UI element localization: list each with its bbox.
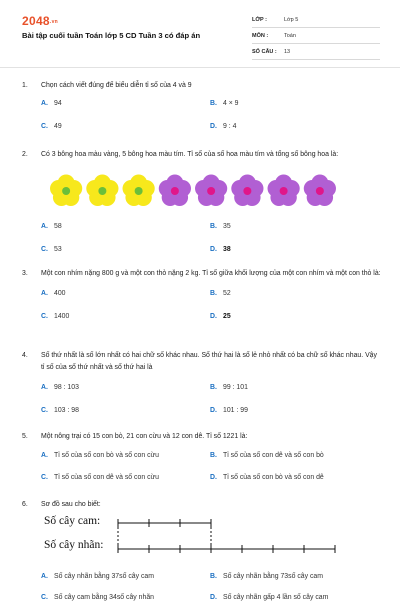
option-letter: C. bbox=[41, 474, 48, 481]
option-b[interactable] bbox=[210, 450, 324, 461]
question-number: 1. bbox=[22, 82, 28, 89]
option-text: 53 bbox=[54, 246, 62, 253]
option-b[interactable] bbox=[210, 571, 323, 582]
header bbox=[0, 0, 400, 66]
flower-purple bbox=[195, 175, 227, 206]
document-title: Bài tập cuối tuần Toán lớp 5 CD Tuần 3 có đáp án bbox=[22, 31, 201, 40]
option-b[interactable] bbox=[210, 98, 239, 109]
question-1 bbox=[22, 80, 382, 132]
option-letter: B. bbox=[210, 452, 217, 459]
option-d[interactable] bbox=[210, 244, 231, 255]
question-2-options bbox=[22, 221, 382, 255]
option-letter: D. bbox=[210, 246, 217, 253]
option-letter: C. bbox=[41, 123, 48, 130]
option-letter: A. bbox=[41, 290, 48, 297]
flower-yellow bbox=[86, 175, 118, 206]
option-c[interactable] bbox=[41, 472, 159, 483]
header-divider bbox=[0, 67, 400, 68]
segment-diagram bbox=[44, 513, 344, 569]
option-text: Số cây cam bằng 34số cây nhãn bbox=[54, 594, 154, 601]
options bbox=[22, 98, 382, 132]
question-line bbox=[22, 149, 382, 161]
option-letter: D. bbox=[210, 123, 217, 130]
option-text: 4 × 9 bbox=[223, 100, 239, 107]
option-text: 98 : 103 bbox=[54, 384, 79, 391]
option-text: 1400 bbox=[54, 313, 70, 320]
option-text: 94 bbox=[54, 100, 62, 107]
options bbox=[22, 221, 382, 255]
option-a[interactable] bbox=[41, 382, 79, 393]
option-c[interactable] bbox=[41, 405, 79, 416]
question-line bbox=[22, 350, 382, 374]
option-d[interactable] bbox=[210, 592, 328, 603]
option-b[interactable] bbox=[210, 382, 248, 393]
option-letter: A. bbox=[41, 223, 48, 230]
diagram-lines bbox=[44, 513, 344, 569]
option-text: Số cây nhãn bằng 73số cây cam bbox=[223, 573, 323, 580]
option-d[interactable] bbox=[210, 311, 231, 322]
question-line bbox=[22, 80, 382, 92]
option-d[interactable] bbox=[210, 405, 248, 416]
diagram-label-longan: Số cây nhãn: bbox=[44, 539, 104, 551]
question-2 bbox=[22, 149, 382, 161]
question-number: 2. bbox=[22, 151, 28, 158]
question-line bbox=[22, 268, 382, 280]
option-d[interactable] bbox=[210, 472, 324, 483]
option-letter: A. bbox=[41, 384, 48, 391]
option-text: 38 bbox=[223, 246, 231, 253]
meta-value: Lớp 5 bbox=[284, 16, 299, 23]
meta-row-subject bbox=[252, 28, 380, 44]
question-5 bbox=[22, 431, 382, 484]
meta-info bbox=[252, 12, 380, 60]
option-a[interactable] bbox=[41, 221, 62, 232]
option-a[interactable] bbox=[41, 450, 159, 461]
option-letter: D. bbox=[210, 407, 217, 414]
logo-text: 2048 bbox=[22, 14, 50, 28]
options bbox=[22, 382, 382, 416]
option-c[interactable] bbox=[41, 311, 69, 322]
meta-label: LỚP : bbox=[252, 16, 267, 23]
question-6 bbox=[22, 499, 382, 511]
option-letter: C. bbox=[41, 313, 48, 320]
option-letter: B. bbox=[210, 223, 217, 230]
option-text: 35 bbox=[223, 223, 231, 230]
option-text: Số cây nhãn bằng 37số cây cam bbox=[54, 573, 154, 580]
flower-purple bbox=[268, 175, 300, 206]
option-text: Tỉ số của số con bò và số con dê bbox=[223, 474, 324, 481]
site-logo[interactable] bbox=[22, 14, 58, 28]
question-4 bbox=[22, 350, 382, 416]
question-text: Có 3 bông hoa màu vàng, 5 bông hoa màu tím. Tỉ số của số hoa màu tím và tổng số bông hoa là: bbox=[41, 151, 339, 158]
option-letter: D. bbox=[210, 474, 217, 481]
question-number: 5. bbox=[22, 433, 28, 440]
option-letter: B. bbox=[210, 384, 217, 391]
meta-value: Toán bbox=[284, 32, 296, 39]
option-letter: A. bbox=[41, 573, 48, 580]
option-text: 49 bbox=[54, 123, 62, 130]
flowers-illustration bbox=[48, 174, 338, 208]
diagram-label-orange: Số cây cam: bbox=[44, 515, 101, 527]
option-letter: B. bbox=[210, 290, 217, 297]
question-text: Một con nhím nặng 800 g và một con thỏ nặng 2 kg. Tỉ số giữa khối lượng của một con nhím và một con thỏ là: bbox=[41, 270, 381, 277]
question-number: 3. bbox=[22, 270, 28, 277]
option-c[interactable] bbox=[41, 121, 62, 132]
option-b[interactable] bbox=[210, 288, 231, 299]
option-text: 9 : 4 bbox=[223, 123, 237, 130]
question-number: 6. bbox=[22, 501, 28, 508]
option-a[interactable] bbox=[41, 571, 154, 582]
option-letter: A. bbox=[41, 100, 48, 107]
option-letter: C. bbox=[41, 246, 48, 253]
option-letter: D. bbox=[210, 313, 217, 320]
meta-label: MÔN : bbox=[252, 32, 269, 39]
question-6-options bbox=[22, 571, 382, 600]
question-line bbox=[22, 499, 382, 511]
flower-yellow bbox=[50, 175, 82, 206]
option-text: 400 bbox=[54, 290, 66, 297]
flower-purple bbox=[159, 175, 191, 206]
question-3 bbox=[22, 268, 382, 322]
question-number: 4. bbox=[22, 352, 28, 359]
question-text: Một nông trại có 15 con bò, 21 con cừu và 12 con dê. Tỉ số 1221 là: bbox=[41, 433, 248, 440]
flower-purple bbox=[231, 175, 263, 206]
option-letter: D. bbox=[210, 594, 217, 601]
question-line bbox=[22, 431, 382, 443]
options bbox=[22, 571, 382, 600]
options bbox=[22, 450, 382, 484]
option-letter: B. bbox=[210, 100, 217, 107]
option-text: 58 bbox=[54, 223, 62, 230]
option-letter: B. bbox=[210, 573, 217, 580]
flower-purple bbox=[304, 175, 336, 206]
option-text: 99 : 101 bbox=[223, 384, 248, 391]
option-text: Tỉ số của số con dê và số con bò bbox=[223, 452, 324, 459]
meta-value: 13 bbox=[284, 48, 291, 55]
option-text: 25 bbox=[223, 313, 231, 320]
option-letter: C. bbox=[41, 407, 48, 414]
meta-label: SỐ CÂU : bbox=[252, 48, 277, 55]
option-c[interactable] bbox=[41, 244, 62, 255]
meta-row-class bbox=[252, 12, 380, 28]
option-text: Tỉ số của số con bò và số con cừu bbox=[54, 452, 159, 459]
option-letter: A. bbox=[41, 452, 48, 459]
option-c[interactable] bbox=[41, 592, 154, 603]
option-text: 52 bbox=[223, 290, 231, 297]
question-text: Sơ đồ sau cho biết: bbox=[41, 501, 101, 508]
meta-row-count bbox=[252, 44, 380, 60]
logo-suffix: .vn bbox=[49, 18, 59, 25]
option-d[interactable] bbox=[210, 121, 236, 132]
options bbox=[22, 288, 382, 322]
question-text: Chọn cách viết đúng để biểu diễn tỉ số của 4 và 9 bbox=[41, 82, 192, 89]
option-text: 101 : 99 bbox=[223, 407, 248, 414]
flower-yellow bbox=[123, 175, 155, 206]
option-letter: C. bbox=[41, 594, 48, 601]
option-text: Tỉ số của số con dê và số con cừu bbox=[54, 474, 159, 481]
option-text: 103 : 98 bbox=[54, 407, 79, 414]
option-a[interactable] bbox=[41, 288, 66, 299]
option-b[interactable] bbox=[210, 221, 231, 232]
option-text: Số cây nhãn gấp 4 lần số cây cam bbox=[223, 594, 329, 601]
option-a[interactable] bbox=[41, 98, 62, 109]
question-text: Số thứ nhất là số lớn nhất có hai chữ số khác nhau. Số thứ hai là số lẻ nhỏ nhất có ba chữ số khác nhau. Vậy tỉ số của số thứ nhất và số thứ hai là bbox=[41, 352, 377, 371]
